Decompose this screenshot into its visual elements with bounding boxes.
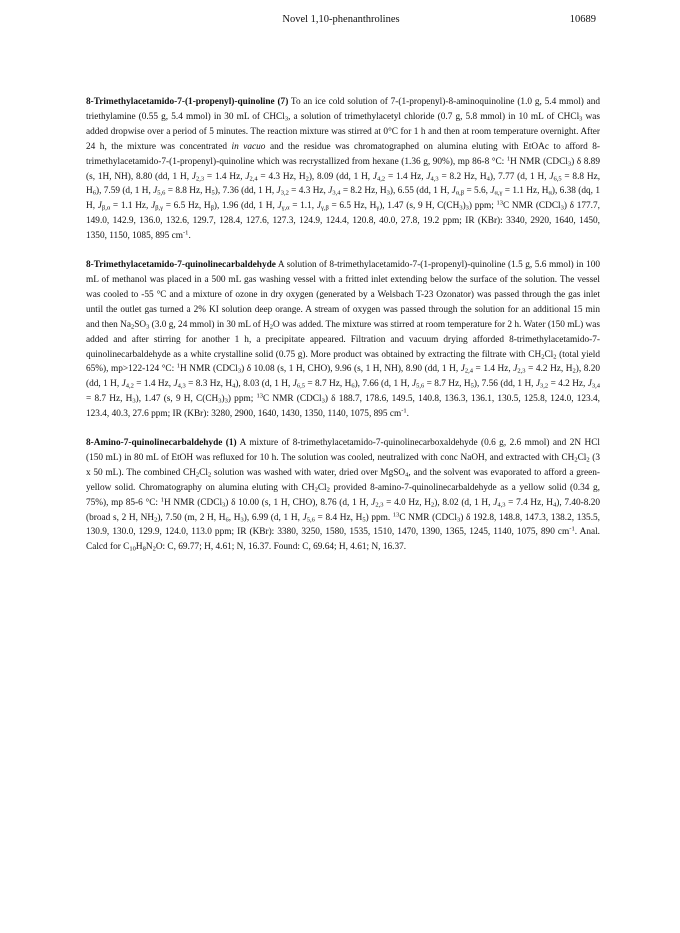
subscript: 3,4 — [332, 189, 341, 197]
subscript: 6 — [225, 516, 229, 524]
italic-text: J — [121, 379, 126, 390]
subscript: 6,5 — [296, 382, 305, 390]
subscript: 8 — [142, 545, 146, 553]
subscript: 5,6 — [306, 516, 315, 524]
text-run: . — [406, 409, 409, 420]
subscript: 2 — [314, 486, 318, 494]
text-run: = 8.7 Hz, H — [305, 379, 352, 390]
text-run: = 1.4 Hz, — [204, 171, 246, 182]
text-run: ) — [462, 201, 466, 212]
text-run: = 5.6, — [464, 186, 491, 197]
text-run: = 4.2 Hz, H — [525, 364, 573, 375]
italic-text: J — [245, 171, 250, 182]
text-run: ), 8.20 (dd, 1 H, — [86, 364, 601, 390]
superscript: 1 — [506, 155, 511, 163]
text-run: ) δ 10.08 (s, 1 H, CHO), 9.96 (s, 1 H, NH), 8.90 (dd, 1 H, — [241, 364, 461, 375]
text-run: ), 6.38 (dq, 1 H, — [86, 186, 600, 212]
subscript: 4 — [553, 501, 557, 509]
paragraph-text — [86, 438, 600, 552]
text-run: ), 1.47 (s, 9 H, C(CH — [379, 201, 460, 212]
text-run: was added dropwise over a period of 5 minutes. The reaction mixture was stirred at 0°C for 1 h and then at room temperature overnight. After 24 h, the mixture was concentrated — [86, 111, 600, 152]
subscript: 4,3 — [177, 382, 186, 390]
text-run: SO — [134, 319, 147, 330]
text-run: ) ppm; — [468, 201, 497, 212]
superscript: -1 — [569, 525, 575, 533]
running-head-title: Novel 1,10-phenanthrolines — [282, 14, 400, 25]
text-run: = 1.1, — [289, 201, 317, 212]
subscript: 3 — [132, 397, 136, 405]
text-run: , a solution of trimethylacetyl chloride (0.7 g, 5.8 mmol) in 10 mL of CHCl — [288, 111, 580, 122]
italic-text: J — [426, 171, 431, 182]
subscript: 2 — [430, 501, 435, 509]
subscript: 3 — [240, 516, 244, 524]
subscript: 2 — [154, 516, 158, 524]
italic-text: J — [549, 171, 554, 182]
subscript: 2,3 — [195, 175, 205, 183]
superscript: 1 — [176, 362, 181, 370]
text-run: = 6.5 Hz, H — [163, 201, 211, 212]
subscript: 4 — [232, 382, 236, 390]
subscript: 2 — [586, 456, 590, 464]
italic-text: J — [97, 201, 102, 212]
text-run: = 4.2 Hz, — [548, 379, 588, 390]
text-run: ) δ 8.89 (s, 1H, NH), 8.80 (dd, 1 H, — [86, 156, 600, 182]
text-run: ), 8.03 (d, 1 H, — [235, 379, 293, 390]
text-run: Cl — [317, 482, 327, 493]
subscript: 3 — [386, 189, 390, 197]
text-run: ) δ 188.7, 178.6, 149.5, 140.8, 136.3, 136.1, 130.5, 125.8, 124.0, 123.4, 123.4, 40.3, 27.6 ppm; IR (KBr): 3280, 2900, 1640, 1430, 1350, 1140, 1075, 895 cm — [86, 394, 601, 420]
text-run: = 4.0 Hz, H — [383, 497, 431, 508]
italic-text: J — [490, 186, 495, 197]
text-run: H NMR (CDCl — [163, 497, 223, 508]
subscript: 5 — [470, 382, 474, 390]
text-run: = 7.4 Hz, H — [505, 497, 553, 508]
subscript: 2,4 — [464, 367, 473, 375]
text-run: Cl — [199, 467, 208, 478]
subscript: 4 — [405, 471, 409, 479]
italic-text: J — [151, 201, 156, 212]
article-body — [86, 95, 600, 569]
text-run: = 8.7 Hz, H — [86, 394, 133, 405]
italic-text: J — [412, 379, 417, 390]
text-run: = 1.4 Hz, — [385, 171, 427, 182]
text-run: = 8.8 Hz, H — [165, 186, 212, 197]
text-run: H NMR (CDCl — [180, 364, 238, 375]
superscript: 13 — [496, 199, 504, 207]
subscript: 3 — [237, 367, 242, 375]
text-run: = 4.3 Hz, — [288, 186, 329, 197]
paragraph-text — [86, 260, 600, 419]
text-run: ), 7.36 (dd, 1 H, — [214, 186, 277, 197]
subscript: 6 — [92, 189, 96, 197]
text-run: ), 1.96 (dd, 1 H, — [213, 201, 278, 212]
superscript: 1 — [160, 496, 164, 504]
subscript: 3 — [456, 516, 461, 524]
subscript: β,γ — [155, 204, 164, 212]
subscript: 2 — [269, 323, 273, 331]
text-run: and the residue was chromatographed on alumina eluting with EtOAc to afford 8-trimethylacetamido-7-(1-propenyl)-quinoline which was recrystallized from hexane (1.36 g, 90%), mp 86-8 °C: — [86, 141, 601, 167]
text-run: (total yield 65%), mp>122-124 °C: — [86, 349, 601, 375]
subscript: 5,6 — [157, 189, 166, 197]
italic-text: J — [371, 497, 376, 508]
subscript: γ,β — [320, 204, 329, 212]
subscript: 2 — [305, 175, 309, 183]
subscript: 3 — [321, 397, 325, 405]
text-run: = 8.2 Hz, H — [438, 171, 487, 182]
subscript: 2 — [152, 545, 156, 553]
text-run: ), 6.55 (dd, 1 H, — [389, 186, 452, 197]
subscript: 3 — [218, 397, 222, 405]
text-run: ), 7.50 (m, 2 H, H — [157, 512, 226, 523]
subscript: 2 — [326, 486, 330, 494]
text-run: A solution of 8-trimethylacetamido-7-(1-propenyl)-quinoline (1.5 g, 5.6 mmol) in 100 mL of methanol was placed in a 500 mL gas washing vessel with a fritted inlet extending below the surface of the solution. The vessel was cooled to -55 °C and a mixture of ozone in dry oxygen (generated by a Welsbach T-23 Ozonator) was passed through the gas inlet until the outlet gas turned a 2% KI solution deep orange. A stream of oxygen was passed through the solution for an additional 15 min and then Na — [86, 260, 600, 330]
superscript: -1 — [183, 229, 189, 237]
experimental-paragraph — [86, 95, 600, 244]
italic-text: J — [276, 186, 281, 197]
text-run: solution was washed with water, dried over MgSO — [211, 467, 406, 478]
subscript: β,α — [101, 204, 111, 212]
italic-text: J — [451, 186, 456, 197]
running-head — [86, 14, 596, 30]
text-run: ), 7.77 (d, 1 H, — [489, 171, 550, 182]
italic-text: J — [277, 201, 282, 212]
experimental-paragraph — [86, 258, 600, 422]
italic-text: J — [302, 512, 307, 523]
subscript: 6,5 — [553, 175, 562, 183]
text-run: C NMR (CDCl — [503, 201, 561, 212]
text-run: ) δ 192.8, 148.8, 147.3, 138.2, 135.5, 130.9, 130.0, 129.9, 124.0, 113.0 ppm; IR (KBr): 3380, 3250, 1580, 1535, 1510, 1470, 1390, 1365, 1245, 1140, 1075, 890 cm — [86, 512, 601, 538]
italic-text: J — [316, 201, 321, 212]
subscript: 2 — [207, 471, 212, 479]
text-run: , and the solvent was evaporated to afford a green-yellow solid. Chromatography on alumina eluting with CH — [86, 467, 600, 493]
text-run: Cl — [544, 349, 554, 360]
text-run: = 8.3 Hz, H — [185, 379, 233, 390]
text-run: N — [145, 542, 153, 553]
subscript: 4,2 — [377, 175, 386, 183]
text-run: ), 7.59 (d, 1 H, — [95, 186, 154, 197]
superscript: -1 — [401, 407, 407, 415]
text-run: = 8.8 Hz, H — [86, 171, 601, 197]
italic-text: J — [493, 497, 498, 508]
text-run: ) ppm. — [365, 512, 393, 523]
subscript: 2 — [572, 367, 576, 375]
italic-text: J — [587, 379, 592, 390]
subscript: 3 — [459, 204, 463, 212]
subscript: 4,3 — [497, 501, 506, 509]
subscript: 2 — [541, 353, 545, 360]
compound-heading: 8-Amino-7-quinolinecarbaldehyde (1) — [86, 438, 237, 449]
text-run: C NMR (CDCl — [263, 394, 322, 405]
text-run: = 8.2 Hz, H — [340, 186, 387, 197]
text-run: H — [135, 542, 143, 553]
italic-text: J — [173, 379, 178, 390]
text-run: (3 x 50 mL). The combined CH — [86, 452, 600, 478]
text-run: = 8.4 Hz, H — [314, 512, 363, 523]
text-run: ) δ 177.7, 149.0, 142.9, 136.0, 132.6, 129.7, 128.4, 127.6, 127.3, 124.9, 124.4, 120.8, 40.0, 27.8, 19.2 ppm; IR (KBr): 3340, 2920, 1640, 1450, 1350, 1150, 1085, 895 cm — [86, 201, 600, 242]
italic-text: J — [328, 186, 333, 197]
compound-heading: 8-Trimethylacetamido-7-(1-propenyl)-quinoline (7) — [86, 97, 289, 107]
subscript: 3,2 — [280, 189, 289, 197]
subscript: 2,3 — [517, 367, 526, 375]
compound-heading: 8-Trimethylacetamido-7-quinolinecarbaldehyde — [86, 260, 276, 271]
subscript: 3,2 — [540, 382, 549, 390]
subscript: 2 — [130, 323, 135, 331]
text-run: A mixture of 8-trimethylacetamido-7-quinolinecarboxaldehyde (0.6 g, 2.6 mmol) and 2N HCl (150 mL) in 80 mL of EtOH was refluxed for 10 h. The solution was cooled, neutralized with conc NaOH, and extracted with CH — [86, 438, 601, 463]
paragraph-text — [86, 97, 600, 241]
text-run: = 1.1 Hz, H — [502, 186, 549, 197]
subscript: 2,3 — [375, 501, 384, 509]
text-run: . Anal. Calcd for C — [86, 527, 601, 553]
subscript: 3 — [465, 204, 469, 212]
subscript: 2 — [195, 471, 200, 479]
text-run: (3.0 g, 24 mmol) in 30 mL of H — [149, 319, 270, 330]
italic-text: J — [535, 379, 541, 390]
experimental-paragraph — [86, 436, 600, 555]
subscript: 5 — [362, 516, 366, 524]
subscript: 3,4 — [591, 382, 601, 390]
subscript: 3 — [579, 115, 583, 123]
subscript: 3 — [567, 160, 572, 168]
text-run: ) — [221, 394, 225, 405]
italic-text: J — [153, 186, 158, 197]
subscript: 4,2 — [125, 382, 134, 390]
italic-text: J — [191, 171, 196, 182]
subscript: 5 — [211, 189, 215, 197]
text-run: Cl — [577, 452, 587, 463]
italic-text: in vacuo — [231, 141, 266, 152]
text-run: ) ppm; — [227, 394, 257, 405]
text-run: ), 7.40-8.20 (broad s, 2 H, NH — [86, 497, 601, 523]
text-run: ), 7.66 (d, 1 H, — [354, 379, 412, 390]
italic-text: J — [372, 171, 378, 182]
text-run: = 1.4 Hz, — [133, 379, 174, 390]
text-run: , H — [228, 512, 241, 523]
subscript: 3 — [560, 204, 564, 212]
subscript: α,β — [455, 189, 465, 197]
text-run: ), 8.09 (dd, 1 H, — [308, 171, 373, 182]
italic-text: J — [513, 364, 518, 375]
page-number: 10689 — [569, 14, 596, 25]
text-run: ) δ 10.00 (s, 1 H, CHO), 8.76 (d, 1 H, — [225, 497, 372, 508]
subscript: 2,4 — [249, 175, 258, 183]
superscript: 13 — [256, 392, 263, 400]
subscript: 3 — [284, 115, 289, 123]
subscript: 2 — [553, 353, 557, 360]
text-run: ), 8.02 (d, 1 H, — [434, 497, 494, 508]
subscript: 4 — [486, 175, 490, 183]
subscript: 4,3 — [430, 175, 439, 183]
subscript: β — [210, 204, 214, 212]
text-run: . — [188, 231, 191, 242]
text-run: = 4.3 Hz, H — [257, 171, 306, 182]
subscript: 10 — [129, 545, 136, 553]
superscript: 13 — [392, 511, 400, 519]
text-run: = 1.4 Hz, — [472, 364, 514, 375]
text-run: = 6.5 Hz, H — [328, 201, 377, 212]
text-run: H NMR (CDCl — [510, 156, 568, 167]
subscript: 3 — [146, 323, 150, 331]
subscript: 5,6 — [416, 382, 425, 390]
italic-text: J — [460, 364, 465, 375]
subscript: γ,α — [281, 204, 290, 212]
text-run: = 1.1 Hz, — [110, 201, 152, 212]
text-run: O was added. The mixture was stirred at room temperature for 2 h. Water (150 mL) was added and after stirring for another 1 h, a precipitate appeared. Filtration and vacuum drying afforded 8-trimethylacetamido-7-quinolinecarbaldehyde as a white crystalline solid (0.75 g). More product was obtained by extracting the filtrate with CH — [86, 319, 601, 360]
text-run: ), 1.47 (s, 9 H, C(CH — [135, 394, 219, 405]
text-run: = 8.7 Hz, H — [424, 379, 471, 390]
text-run: provided 8-amino-7-quinolinecarbaldehyde as a yellow solid (0.34 g, 75%), mp 85-6 °C: — [86, 482, 600, 508]
subscript: α,γ — [494, 189, 503, 197]
text-run: ), 7.56 (dd, 1 H, — [473, 379, 536, 390]
text-run: ), 6.99 (d, 1 H, — [243, 512, 303, 523]
subscript: 3 — [222, 501, 226, 509]
subscript: γ — [376, 204, 380, 212]
text-run: O: C, 69.77; H, 4.61; N, 16.37. Found: C, 69.64; H, 4.61; N, 16.37. — [155, 542, 407, 553]
subscript: 6 — [351, 382, 355, 390]
text-run: To an ice cold solution of 7-(1-propenyl)-8-aminoquinoline (1.0 g, 5.4 mmol) and triethylamine (0.55 g, 5.4 mmol) in 30 mL of CHCl — [86, 97, 600, 122]
italic-text: J — [292, 379, 297, 390]
subscript: 3 — [224, 397, 228, 405]
subscript: 2 — [574, 456, 578, 464]
subscript: α — [548, 189, 552, 197]
text-run: C NMR (CDCl — [399, 512, 457, 523]
